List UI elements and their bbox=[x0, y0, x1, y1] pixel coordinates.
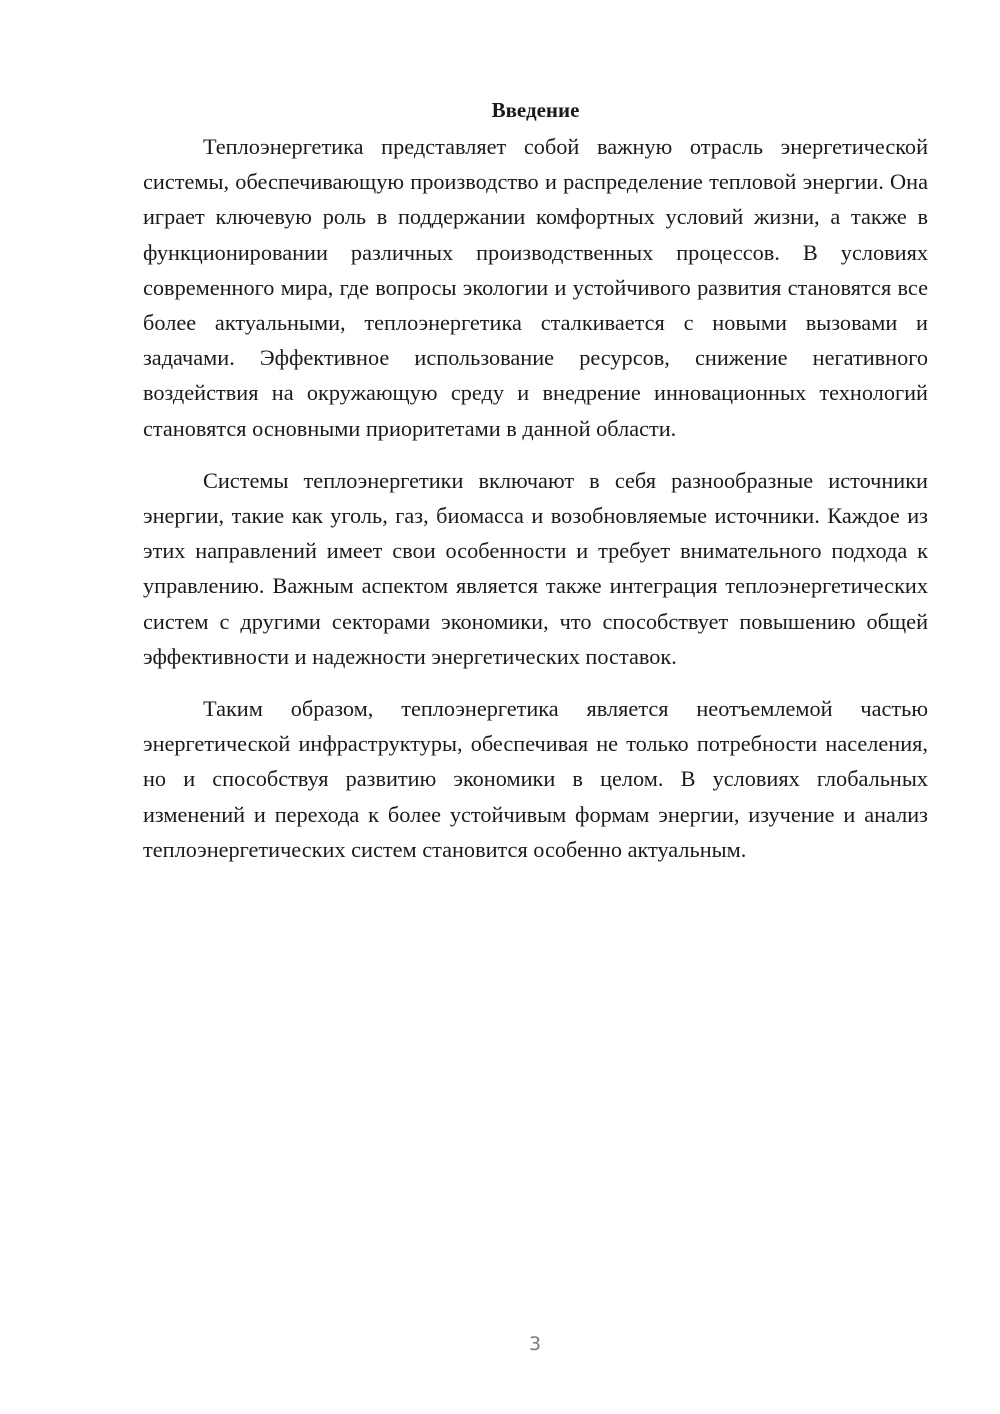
document-page bbox=[143, 94, 928, 884]
paragraph-2: Системы теплоэнергетики включают в себя разнообразные источники энергии, такие как уголь, газ, биомасса и возобновляемые источники. Каждое из этих направлений имеет свои особенности и требует внимательного подхода к управлению. Важным аспектом является также интеграция теплоэнергетических систем с другими секторами экономики, что способствует повышению общей эффективности и надежности энергетических поставок. bbox=[143, 467, 928, 669]
paragraph-1: Теплоэнергетика представляет собой важную отрасль энергетической системы, обеспечивающую производство и распределение тепловой энергии. Она играет ключевую роль в поддержании комфортных условий жизни, а также в функционировании различных производственных процессов. В условиях современного мира, где вопросы экологии и устойчивого развития становятся все более актуальными, теплоэнергетика сталкивается с новыми вызовами и задачами. Эффективное использование ресурсов, снижение негативного воздействия на окружающую среду и внедрение инновационных технологий становятся основными приоритетами в данной области. bbox=[143, 134, 928, 441]
section-title: Введение bbox=[491, 98, 580, 122]
paragraph-3: Таким образом, теплоэнергетика является неотъемлемой частью энергетической инфраструктуры, обеспечивая не только потребности населения, но и способствуя развитию экономики в целом. В условиях глобальных изменений и перехода к более устойчивым формам энергии, изучение и анализ теплоэнергетических систем становится особенно актуальным. bbox=[143, 696, 928, 862]
page-number: 3 bbox=[528, 1333, 542, 1355]
